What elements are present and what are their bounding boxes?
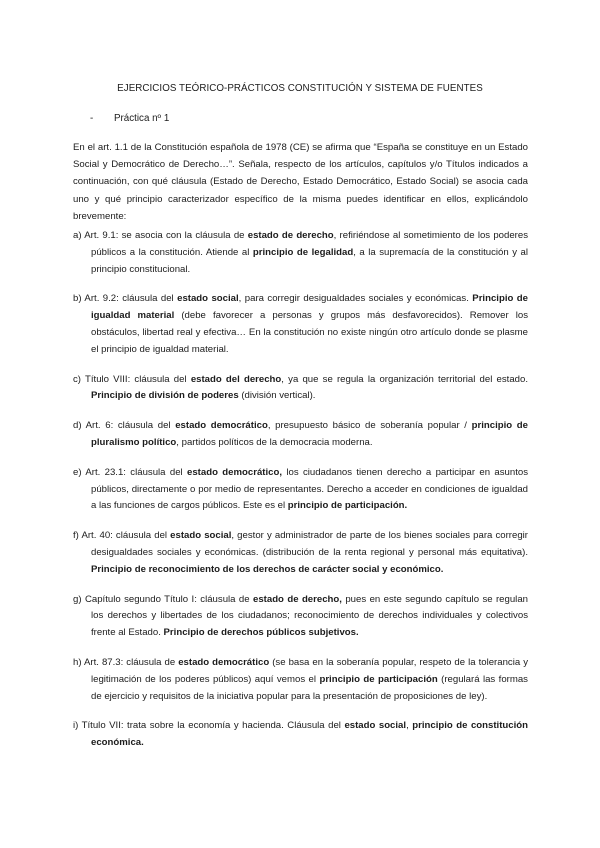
- item-marker: d): [73, 420, 82, 432]
- item-marker: e): [73, 466, 82, 478]
- exercise-item: [73, 291, 528, 358]
- item-bold-text: principio de legalidad: [252, 246, 354, 258]
- item-marker: f): [73, 530, 79, 542]
- item-text: Art. 23.1: cláusula del: [81, 466, 188, 478]
- item-marker: a): [73, 230, 82, 241]
- exercise-item: [73, 418, 528, 452]
- item-text: , gestor y administrador de parte de los bienes sociales para corregir desigualdades sociales y económicas. (distribución de la renta regional y personal más equitativa).: [91, 530, 528, 558]
- item-text: , partidos políticos de la democracia moderna.: [176, 436, 373, 448]
- item-bold-text: estado social: [177, 293, 239, 305]
- exercise-item: [73, 528, 528, 578]
- item-text: (debe favorecer a personas y grupos más desfavorecidos). Remover los obstáculos, libertad real y efectiva… En la constitución no existe ningún otro artículo donde se plasme el principio de igualdad material.: [91, 310, 528, 355]
- item-bold-text: estado democrático,: [187, 466, 282, 478]
- item-bold-text: estado democrático: [178, 656, 270, 668]
- item-marker: i): [73, 720, 79, 732]
- item-text: , ya que se regula la organización territorial del estado.: [281, 373, 529, 385]
- item-bold-text: estado de derecho: [247, 230, 334, 241]
- document-title: EJERCICIOS TEÓRICO-PRÁCTICOS CONSTITUCIÓN Y SISTEMA DE FUENTES: [117, 83, 483, 94]
- item-bold-text: principio de participación: [319, 673, 438, 685]
- item-bold-text: Principio de división de poderes: [91, 390, 239, 402]
- practice-subtitle: [90, 113, 169, 124]
- item-text: Título VIII: cláusula del: [81, 373, 191, 385]
- item-text: los ciudadanos tienen derecho a participar en asuntos públicos, directamente o por medio de representantes. Derecho a acceder en condiciones de igualdad a las funciones de cargos públicos. Este es el: [91, 466, 528, 512]
- item-marker: h): [73, 656, 82, 668]
- exercise-item: [73, 465, 528, 515]
- intro-paragraph: En el art. 1.1 de la Constitución española de 1978 (CE) se afirma que “España se constituye en un Estado Social y Democrático de Derecho…”. Señala, respecto de los artículos, capítulos y/o Títulos indicados a continuación, con qué cláusula (Estado de Derecho, Estado Democrático, Estado Social) se asocia cada uno y qué principio caracterizador específico de la misma puedes identificar en ellos, explicándolo brevemente:: [73, 142, 528, 222]
- item-text: (regulará las formas de ejercicio y requisitos de la iniciativa popular para la presentación de proposiciones de ley).: [91, 673, 528, 702]
- exercise-item: [73, 655, 528, 705]
- item-bold-text: estado del derecho: [190, 373, 282, 385]
- item-bold-text: Principio de igualdad material: [91, 293, 528, 322]
- item-bold-text: estado democrático: [175, 420, 268, 432]
- item-text: , a la supremacía de la constitución y al principio constitucional.: [91, 246, 528, 275]
- item-bold-text: estado de derecho,: [253, 593, 342, 605]
- item-text: , para corregir desigualdades sociales y económicas.: [238, 293, 473, 305]
- subtitle-text: Práctica nº 1: [114, 113, 170, 124]
- item-text: Art. 87.3: cláusula de: [81, 656, 179, 668]
- item-text: pues en este segundo capítulo se regulan los derechos y libertades de los ciudadanos; reconocimiento de derechos individuales y colectivos frente al Estado.: [91, 593, 528, 639]
- item-text: Capítulo segundo Título I: cláusula de: [81, 593, 253, 605]
- item-marker: b): [73, 293, 82, 305]
- item-text: ,: [406, 720, 413, 732]
- item-marker: g): [73, 593, 82, 605]
- item-text: , refiriéndose al sometimiento de los poderes públicos a la constitución. Atiende al: [91, 230, 528, 258]
- item-bold-text: estado social: [344, 720, 407, 732]
- item-text: Art. 6: cláusula del: [81, 420, 176, 432]
- exercise-item: [73, 718, 528, 752]
- item-text: Art. 40: cláusula del: [78, 530, 171, 542]
- exercise-list: [73, 228, 528, 752]
- item-bold-text: principio de participación.: [287, 500, 408, 512]
- subtitle-bullet: -: [90, 113, 94, 124]
- exercise-item: [73, 592, 528, 642]
- exercise-item: [73, 372, 528, 406]
- item-bold-text: Principio de reconocimiento de los derechos de carácter social y económico.: [91, 563, 444, 575]
- item-bold-text: estado social: [170, 530, 232, 542]
- item-bold-text: Principio de derechos públicos subjetivos.: [163, 627, 359, 639]
- item-bold-text: principio de pluralismo político: [91, 420, 528, 448]
- item-bold-text: principio de constitución económica.: [91, 720, 528, 749]
- item-text: (división vertical).: [238, 390, 316, 402]
- item-text: (se basa en la soberanía popular, respeto de la tolerancia y legitimación de los poderes públicos) aquí vemos el: [91, 656, 529, 685]
- item-text: Art. 9.1: se asocia con la cláusula de: [81, 230, 248, 241]
- item-text: Título VII: trata sobre la economía y hacienda. Cláusula del: [78, 720, 345, 732]
- item-text: Art. 9.2: cláusula del: [81, 293, 178, 305]
- item-marker: c): [73, 373, 81, 385]
- item-text: , presupuesto básico de soberanía popular /: [267, 420, 472, 432]
- exercise-item: [73, 228, 528, 278]
